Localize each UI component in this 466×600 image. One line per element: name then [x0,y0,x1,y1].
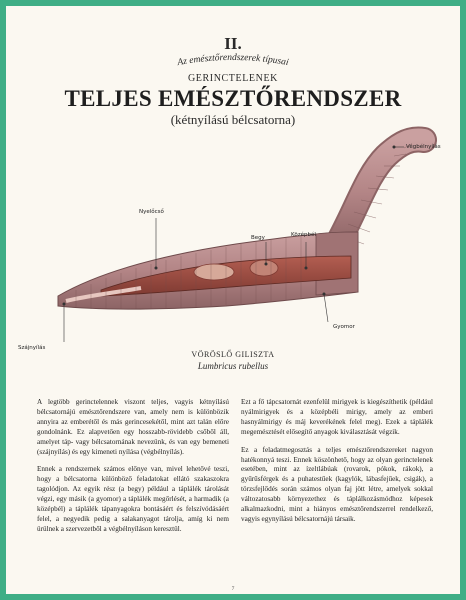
label-esophagus: Nyelőcső [139,209,164,215]
chapter-number: II. [224,34,242,53]
caption-common-name: VÖRÖSLŐ GILISZTA [191,350,275,359]
body-column-left [37,398,229,543]
body-column-right [241,398,433,533]
label-midgut: Középbél [291,232,316,238]
page-title: TELJES EMÉSZTŐRENDSZER [64,86,402,111]
label-gizzard: Gyomor [333,324,355,330]
paragraph: Ez a feladatmegosztás a teljes emésztőrendszereket nagyon hatékonnyá teszi. Ennek köszönhető, hogy az olyan gerinctelenek esetében, mint az ízeltlábúak (rovarok, pókok, rákok), a gyűrűsférgek és a puhatestűek (kagylók, lábasfejűek, csigák), a törzsfejlődés során számos olyan faj jött létre, amelyek sokkal változatosabb környezethez és táplálkozásmódhoz képesek alkalmazkodni, mint a hiányos emésztőrendszerrel rendelkező, vagyis egynyílású bélcsatornájú társaik. [241,445,433,523]
svg-text:Az emésztőrendszerek típusai: Az emésztőrendszerek típusai [176,52,290,69]
label-crop: Begy [251,235,265,241]
label-anus: Végbélnyílás [406,144,441,150]
earthworm-illustration [6,6,460,346]
page [6,6,460,594]
label-mouth: Szájnyílás [18,345,46,351]
paragraph: Ennek a rendszernek számos előnye van, mivel lehetővé teszi, hogy a bélcsatorna különböző feladatokat ellátó szakaszokra tagolódjon. Az egyik rész (a begy) például a táplálék tárolását végzi, egy másik (a gyomor) a táplálék megőrlését, a harmadik (a középbél) a táplálék tápanyagokra bontásáért és felszívódásáért felel, a negyedik pedig a salakanyagot tárolja, amíg ki nem ürülnek a szervezetből a végbélnyíláson keresztül. [37,465,229,533]
caption-latin-name: Lumbricus rubellus [197,361,269,371]
group-label: GERINCTELENEK [187,73,278,84]
paragraph: A legtöbb gerinctelennek viszont teljes, vagyis kétnyílású bélcsatornájú emésztőrendszere van, amely nem is különbözik annyira az emberétől és más gerincesekétől, mint azt talán előre gondolnánk. Ez alapvetően egy hosszabb-rövidebb csőből áll, amelyet táp- vagy bélcsatornának nevezünk, és van egy bemeneti (szájnyílás) és egy kimeneti nyílása (végbélnyílás). [37,398,229,456]
page-number: 7 [231,586,235,592]
paragraph: Ezt a fő tápcsatornát ezenfelül mirigyek is kiegészíthetik (például nyálmirigyek és a középbéli mirigy, amely az emberi hasnyálmirigy és máj keverékének felel meg). Ezek a táplálék megemésztését elősegítő anyagok kiválasztását végzik. [241,398,433,436]
page-subtitle: (kétnyílású bélcsatorna) [170,112,296,127]
